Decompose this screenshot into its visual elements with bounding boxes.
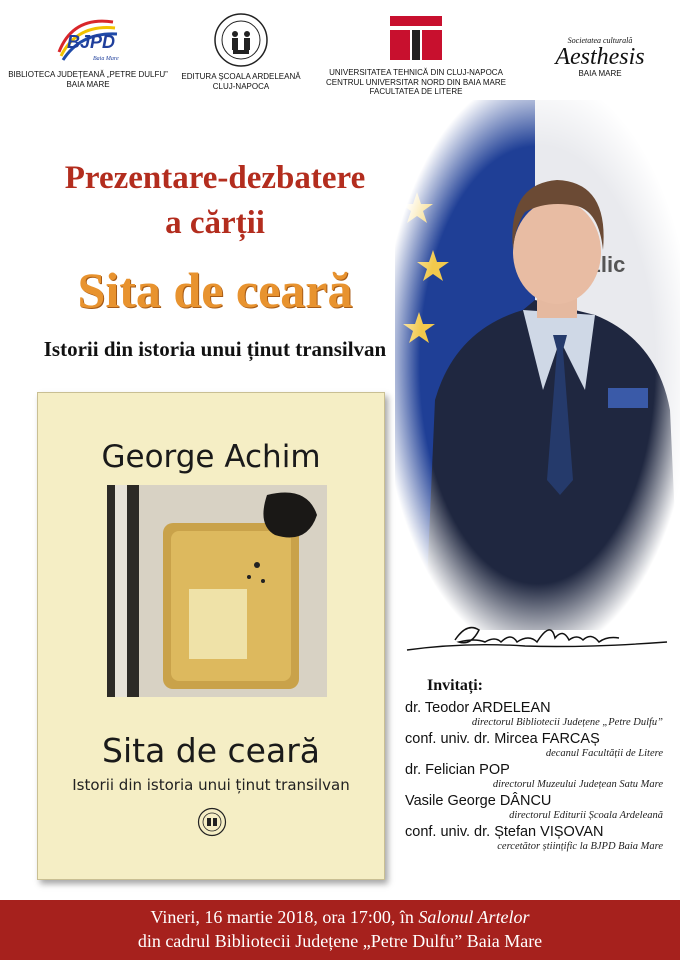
event-banner	[0, 900, 680, 960]
guest-item	[405, 824, 675, 852]
logo-caption: CLUJ-NAPOCA	[212, 81, 270, 91]
guest-item	[405, 762, 675, 790]
logo-utcn	[318, 12, 514, 97]
guests-heading: Invitați:	[427, 677, 483, 694]
bjpd-mark-small: Baia Mare	[93, 56, 119, 62]
cover-artwork	[107, 485, 327, 697]
guests-section	[405, 677, 675, 855]
aesthesis-mark: Aesthesis	[555, 44, 645, 70]
guest-name: Vasile George DÂNCU	[405, 793, 552, 809]
editura-seal-icon	[213, 12, 269, 68]
guest-role: decanul Facultății de Litere	[545, 748, 663, 759]
logo-caption: FACULTATEA DE LITERE	[369, 87, 463, 96]
logo-caption: UNIVERSITATEA TEHNICĂ DIN CLUJ-NAPOCA	[329, 68, 503, 77]
heading-subtitle: Istorii din istoria unui ținut transilvan	[43, 337, 387, 361]
book-author: George Achim	[101, 439, 321, 475]
author-signature	[405, 612, 670, 668]
guest-name: dr. Felician POP	[405, 762, 510, 778]
book-subtitle: Istorii din istoria unui ținut transilvan	[72, 776, 350, 794]
logo-caption: BAIA MARE	[66, 79, 110, 89]
heading-line2: a cărții	[165, 205, 265, 241]
logo-aesthesis	[538, 36, 662, 79]
event-date-time: Vineri, 16 martie 2018, ora 17:00, în	[150, 907, 419, 927]
book-title: Sita de ceară	[102, 731, 320, 770]
utcn-logo-icon	[386, 12, 446, 64]
guest-item	[405, 700, 675, 728]
guest-role: cercetător științific la BJPD Baia Mare	[497, 841, 663, 852]
event-venue: Salonul Artelor	[418, 907, 530, 927]
logo-row	[0, 0, 680, 112]
publisher-seal-icon	[197, 807, 227, 837]
author-photo	[395, 100, 680, 630]
heading-book-title: Sita de ceară	[77, 262, 353, 318]
guest-item	[405, 731, 675, 759]
logo-bjpd	[8, 12, 168, 89]
guest-name: dr. Teodor ARDELEAN	[405, 700, 551, 716]
guest-item	[405, 793, 675, 821]
guest-name: conf. univ. dr. Ștefan VIȘOVAN	[405, 824, 604, 840]
guest-role: directorul Editurii Școala Ardeleană	[509, 810, 663, 821]
bjpd-logo-icon	[53, 12, 123, 66]
event-line1	[0, 905, 680, 929]
logo-caption: BIBLIOTECA JUDEȚEANĂ „PETRE DULFU”	[8, 70, 168, 79]
bjpd-mark: BJPD	[67, 32, 116, 52]
guest-role: directorul Muzeului Județean Satu Mare	[492, 779, 663, 790]
aesthesis-small: Societatea culturală	[567, 36, 633, 45]
logo-caption: BAIA MARE	[578, 69, 622, 78]
logo-caption: CENTRUL UNIVERSITAR NORD DIN BAIA MARE	[325, 77, 507, 87]
guest-name: conf. univ. dr. Mircea FARCAȘ	[405, 731, 600, 747]
guest-role: directorul Bibliotecii Județene „Petre Dulfu”	[471, 717, 663, 728]
logo-caption: EDITURA ȘCOALA ARDELEANĂ	[181, 72, 301, 81]
book-cover	[37, 392, 385, 880]
event-line2: din cadrul Bibliotecii Județene „Petre Dulfu” Baia Mare	[137, 931, 543, 951]
logo-editura	[176, 12, 306, 91]
heading-line1: Prezentare-dezbatere	[64, 160, 366, 196]
